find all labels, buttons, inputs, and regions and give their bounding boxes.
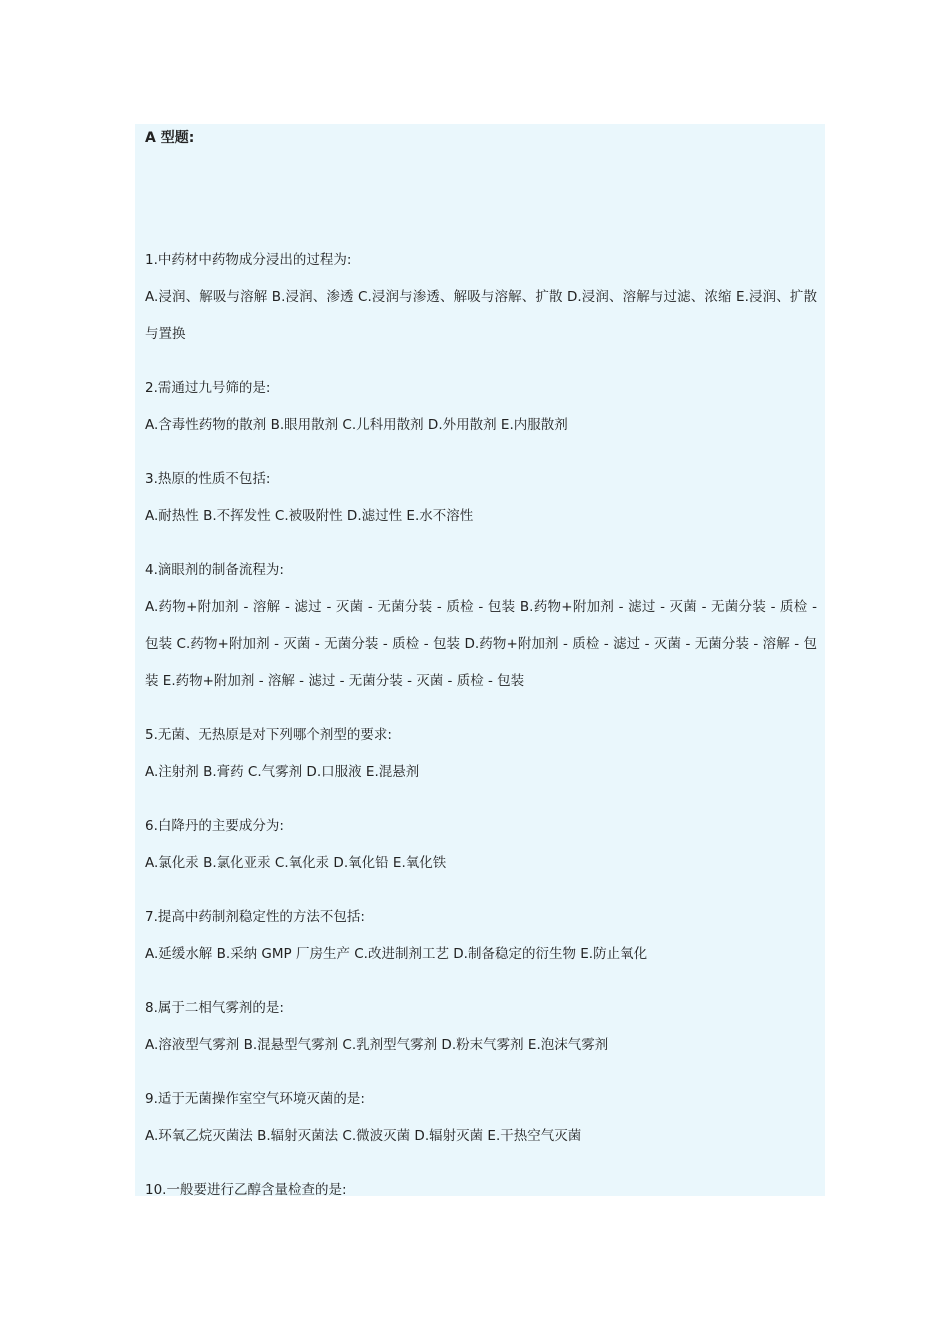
question-item [145,808,817,882]
question-text: 9.适于无菌操作室空气环境灭菌的是: [145,1091,365,1107]
question-item [145,461,817,535]
question-options: A.溶液型气雾剂 B.混悬型气雾剂 C.乳剂型气雾剂 D.粉末气雾剂 E.泡沫气雾剂 [145,1037,609,1053]
question-text: 4.滴眼剂的制备流程为: [145,562,284,578]
question-options: A.延缓水解 B.采纳 GMP 厂房生产 C.改进制剂工艺 D.制备稳定的衍生物 E.防止氧化 [145,946,648,962]
question-item [145,717,817,791]
question-item [145,552,817,700]
question-options: A.药物+附加剂 - 溶解 - 滤过 - 灭菌 - 无菌分装 - 质检 - 包装 B.药物+附加剂 - 滤过 - 灭菌 - 无菌分装 - 质检 - 包装 C.药物+附加剂 - 灭菌 - 无菌分装 - 质检 - 包装 D.药物+附加剂 - 质检 - 滤过 - 灭菌 - 无菌分装 - 溶解 - 包装 E.药物+附加剂 - 溶解 - 滤过 - 无菌分装 - 灭菌 - 质检 - 包装 [145,599,817,689]
question-list [145,242,817,1196]
question-item [145,242,817,353]
question-options: A.含毒性药物的散剂 B.眼用散剂 C.儿科用散剂 D.外用散剂 E.内服散剂 [145,417,568,433]
question-text: 7.提高中药制剂稳定性的方法不包括: [145,909,365,925]
question-text: 6.白降丹的主要成分为: [145,818,284,834]
question-text: 5.无菌、无热原是对下列哪个剂型的要求: [145,727,392,743]
section-title: A 型题: [145,130,195,146]
question-text: 10.一般要进行乙醇含量检查的是: [145,1182,347,1196]
question-options: A.注射剂 B.膏药 C.气雾剂 D.口服液 E.混悬剂 [145,764,420,780]
question-text: 3.热原的性质不包括: [145,471,271,487]
question-text: 8.属于二相气雾剂的是: [145,1000,284,1016]
question-item [145,990,817,1064]
question-panel [135,124,825,1196]
question-item [145,1081,817,1155]
question-options: A.浸润、解吸与溶解 B.浸润、渗透 C.浸润与渗透、解吸与溶解、扩散 D.浸润、溶解与过滤、浓缩 E.浸润、扩散与置换 [145,289,817,342]
question-item [145,1172,817,1196]
question-options: A.氯化汞 B.氯化亚汞 C.氧化汞 D.氧化铅 E.氧化铁 [145,855,447,871]
question-item [145,370,817,444]
question-options: A.耐热性 B.不挥发性 C.被吸附性 D.滤过性 E.水不溶性 [145,508,474,524]
question-options: A.环氧乙烷灭菌法 B.辐射灭菌法 C.微波灭菌 D.辐射灭菌 E.干热空气灭菌 [145,1128,582,1144]
question-text: 2.需通过九号筛的是: [145,380,271,396]
question-item [145,899,817,973]
question-text: 1.中药材中药物成分浸出的过程为: [145,252,352,268]
